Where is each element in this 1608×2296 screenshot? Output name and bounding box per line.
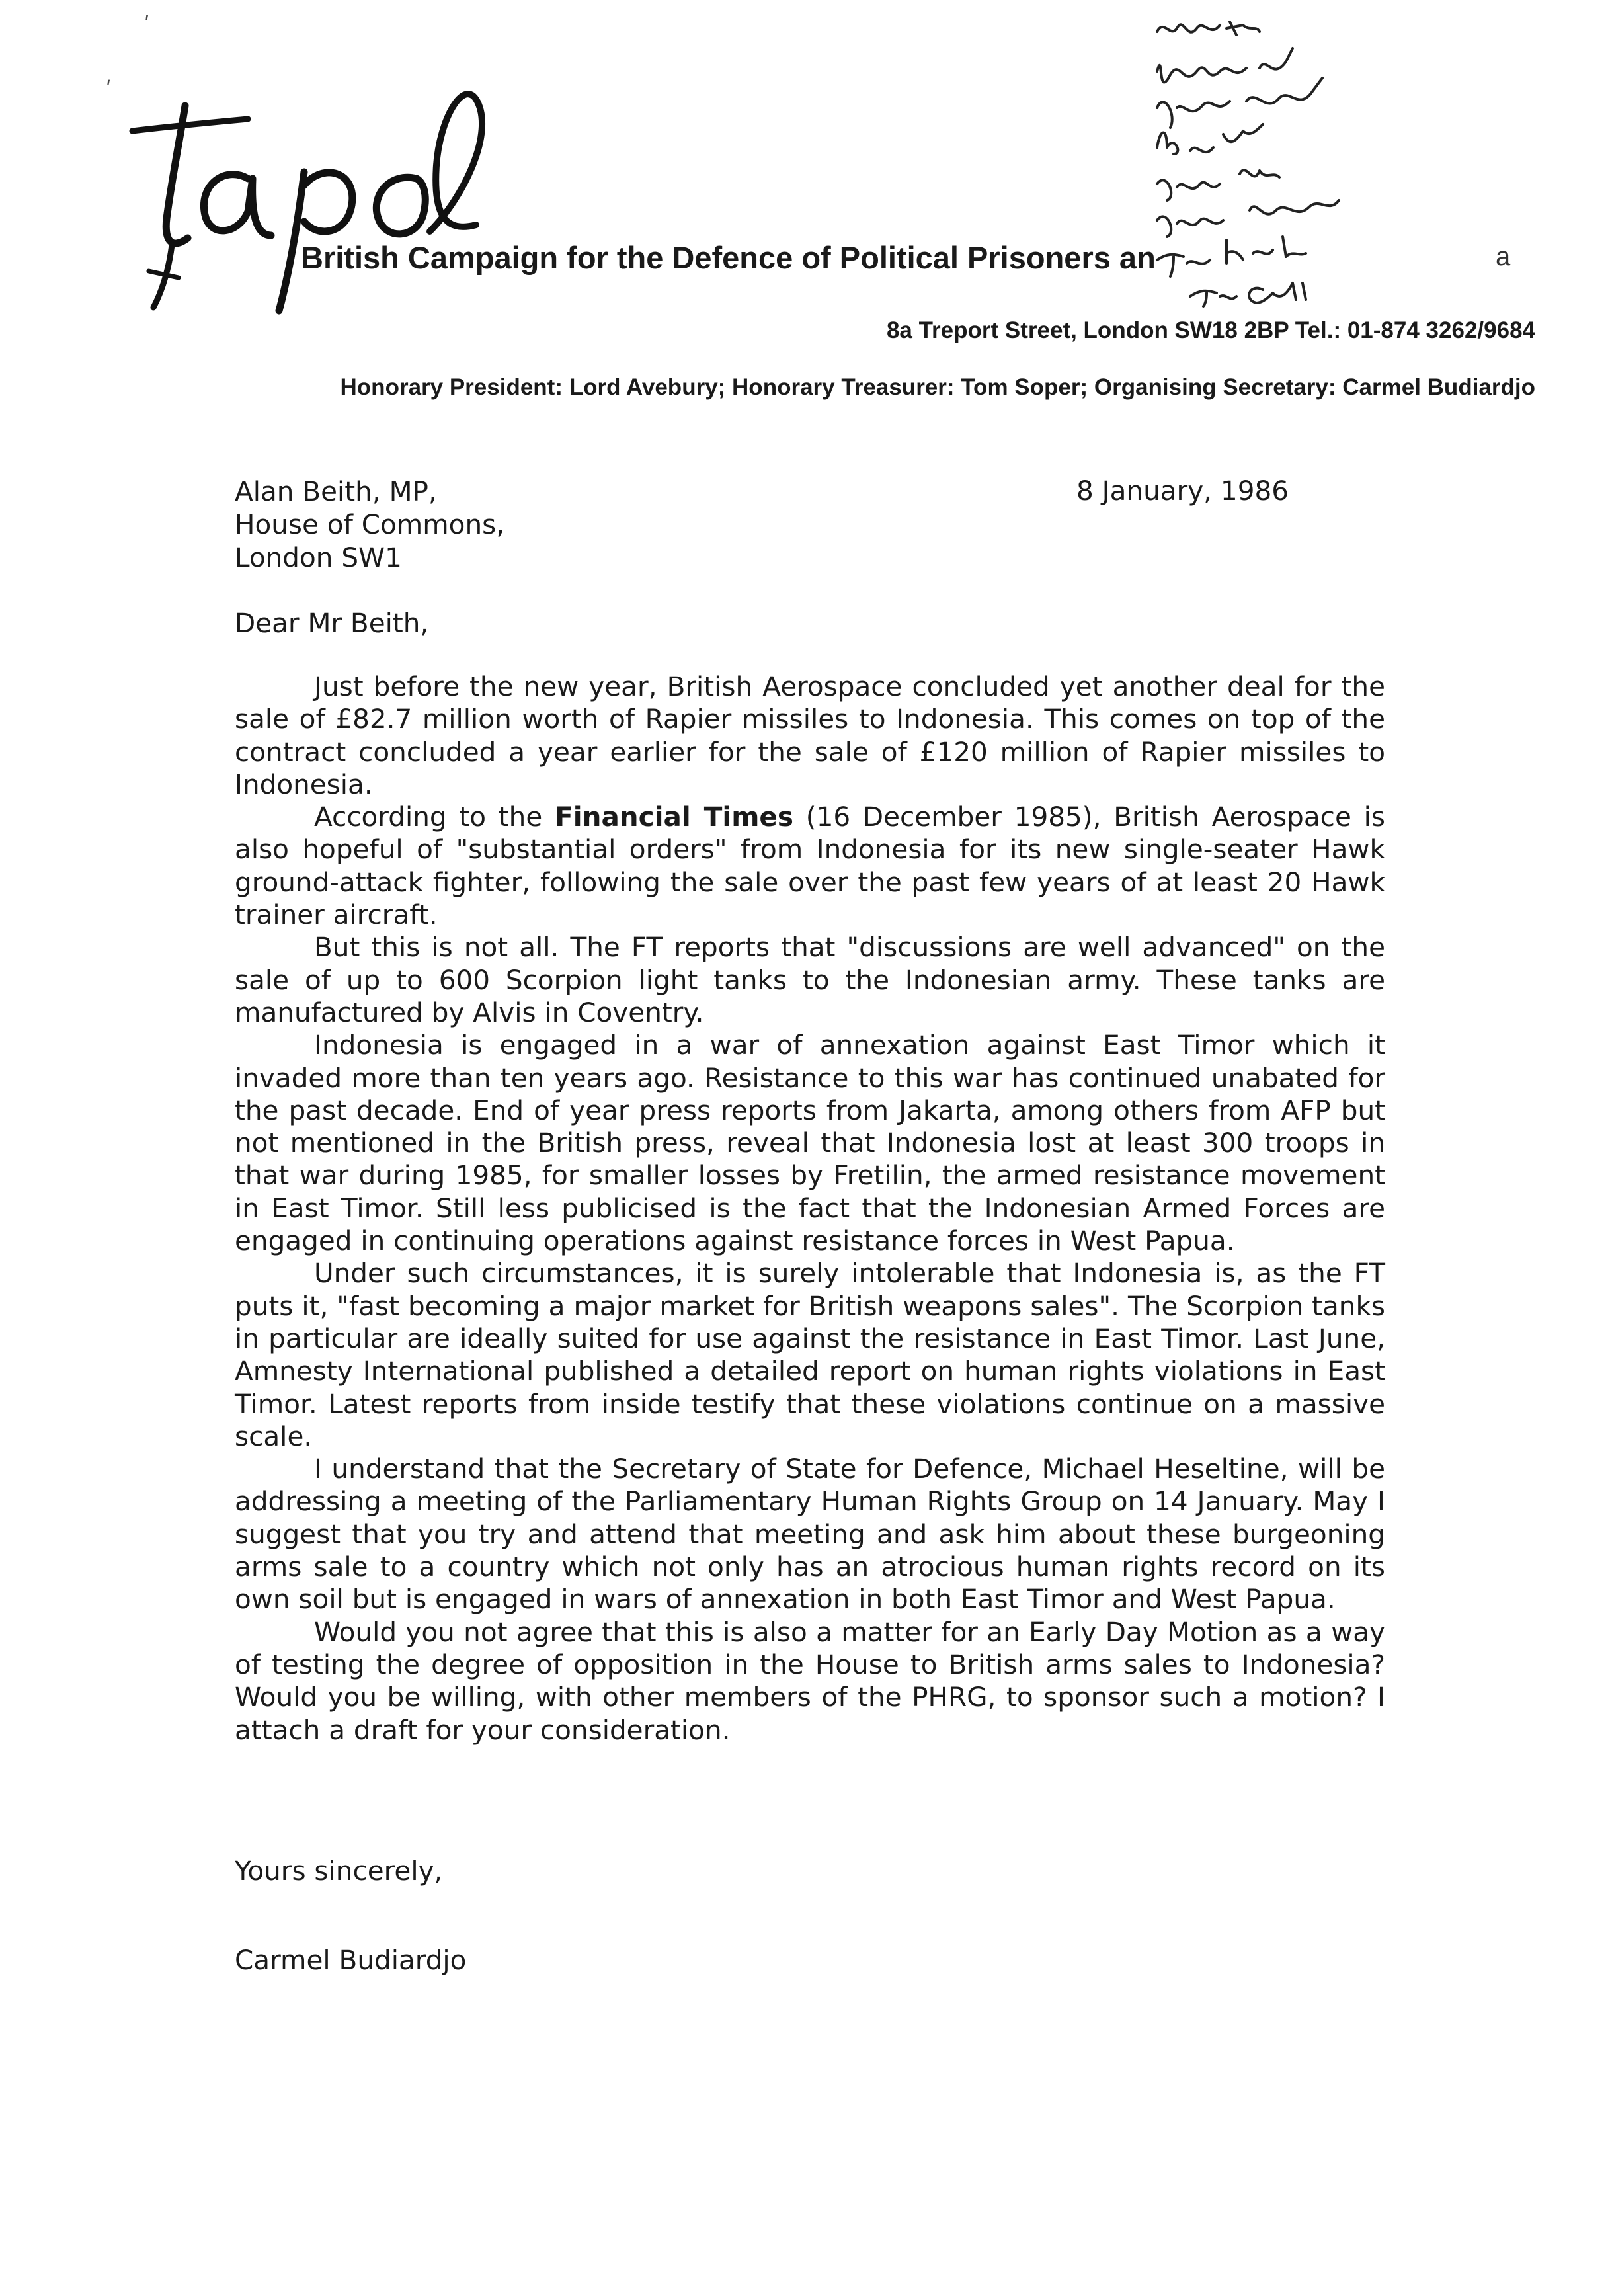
- body-paragraph: [235, 801, 1385, 931]
- letterhead-address: 8a Treport Street, London SW18 2BP Tel.: 01-874 3262/9684: [886, 317, 1535, 343]
- body-paragraph: Just before the new year, British Aerospace concluded yet another deal for the sale of £82.7 million worth of Rapier missiles to Indonesia. This comes on top of the contract concluded a year earlier for the sale of £120 million of Rapier missiles to Indonesia.: [235, 671, 1385, 800]
- letter-date: 8 January, 1986: [1076, 475, 1289, 507]
- paragraph-text: (16 December 1985), British Aerospace is also hopeful of "substantial orders" from Indonesia for its new single-seater Hawk ground-attack fighter, following the sale over the past few years of at least 20 Hawk trainer aircraft.: [235, 801, 1385, 931]
- tapol-logo: [106, 79, 502, 317]
- body-paragraph: Indonesia is engaged in a war of annexation against East Timor which it invaded more than ten years ago. Resistance to this war has continued unabated for the past decade. End of year press reports from Jakarta, among others from AFP but not mentioned in the British press, reveal that Indonesia lost at least 300 troops in that war during 1985, for smaller losses by Fretilin, the armed resistance movement in East Timor. Still less publicised is the fact that the Indonesian Armed Forces are engaged in continuing operations against resistance forces in West Papua.: [235, 1029, 1385, 1257]
- salutation: Dear Mr Beith,: [235, 607, 429, 639]
- body-paragraph: I understand that the Secretary of State for Defence, Michael Heseltine, will be addressing a meeting of the Parliamentary Human Rights Group on 14 January. May I suggest that you try and attend that meeting and ask him about these burgeoning arms sale to a country which not only has an atrocious human rights record on its own soil but is engaged in wars of annexation in both East Timor and West Papua.: [235, 1453, 1385, 1616]
- body-paragraph: Under such circumstances, it is surely intolerable that Indonesia is, as the FT puts it, "fast becoming a major market for British weapons sales". The Scorpion tanks in particular are ideally suited for use against the resistance in East Timor. Last June, Amnesty International published a detailed report on human rights violations in East Timor. Latest reports from inside testify that these violations continue on a massive scale.: [235, 1257, 1385, 1452]
- recipient-line: House of Commons,: [235, 509, 505, 540]
- letter-body: [235, 671, 1385, 1746]
- recipient-line: Alan Beith, MP,: [235, 475, 437, 507]
- scan-mark: ʹ: [144, 13, 150, 36]
- closing: Yours sincerely,: [235, 1855, 443, 1887]
- scan-mark: ʹ: [106, 78, 112, 101]
- organisation-name: British Campaign for the Defence of Political Prisoners an: [301, 240, 1156, 275]
- signature-name: Carmel Budiardjo: [235, 1944, 467, 1976]
- publication-name: Financial Times: [555, 801, 793, 833]
- cropped-letter: a: [1496, 242, 1511, 271]
- letterhead-officers: Honorary President: Lord Avebury; Honorary Treasurer: Tom Soper; Organising Secretary: Carmel Budiardjo: [340, 374, 1535, 400]
- recipient-line: London SW1: [235, 542, 402, 573]
- handwritten-distribution-note: [1137, 5, 1415, 309]
- paragraph-text: According to the: [314, 801, 555, 833]
- body-paragraph: But this is not all. The FT reports that "discussions are well advanced" on the sale of up to 600 Scorpion light tanks to the Indonesian army. These tanks are manufactured by Alvis in Coventry.: [235, 931, 1385, 1028]
- body-paragraph: Would you not agree that this is also a matter for an Early Day Motion as a way of testing the degree of opposition in the House to British arms sales to Indonesia? Would you be willing, with other members of the PHRG, to sponsor such a motion? I attach a draft for your consideration.: [235, 1616, 1385, 1746]
